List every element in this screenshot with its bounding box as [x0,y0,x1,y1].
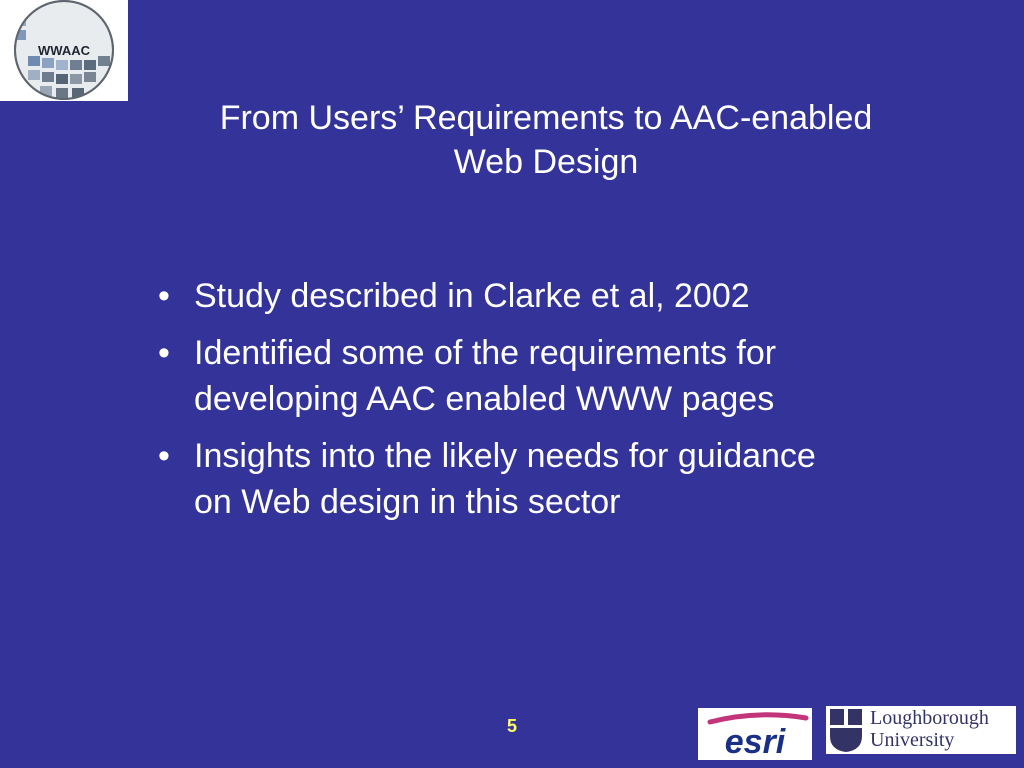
bullet-line: on Web design in this sector [194,483,621,521]
bullet-icon: • [158,334,170,372]
loughborough-line: Loughborough [870,707,989,729]
bullet-item [154,433,974,525]
bullet-icon: • [158,437,170,475]
bullet-line: Insights into the likely needs for guidance [194,437,816,475]
esri-logo-icon [698,708,812,760]
bullet-item [154,330,974,422]
bullet-list [154,273,974,536]
wwaac-logo [0,0,128,101]
page-number: 5 [506,716,517,736]
slide-title [140,96,952,184]
bullet-line: Identified some of the requirements for [194,334,777,372]
esri-logo [698,708,812,760]
loughborough-logo [826,706,1016,754]
bullet-line: developing AAC enabled WWW pages [194,380,775,418]
bullet-text [194,273,974,319]
bullet-item [154,273,974,319]
bullet-icon: • [158,277,170,315]
bullet-text [194,433,974,525]
globe-logo-icon [0,0,128,101]
wwaac-logo-label: WWAAC [38,43,90,58]
loughborough-text [870,707,989,751]
university-shield-icon [828,707,868,753]
bullet-text [194,330,974,422]
loughborough-line: University [870,729,955,751]
esri-logo-text: esri [724,723,786,760]
title-line: From Users’ Requirements to AAC-enabled [219,99,873,137]
bullet-line: Study described in Clarke et al, 2002 [194,277,750,315]
title-line: Web Design [453,143,639,181]
